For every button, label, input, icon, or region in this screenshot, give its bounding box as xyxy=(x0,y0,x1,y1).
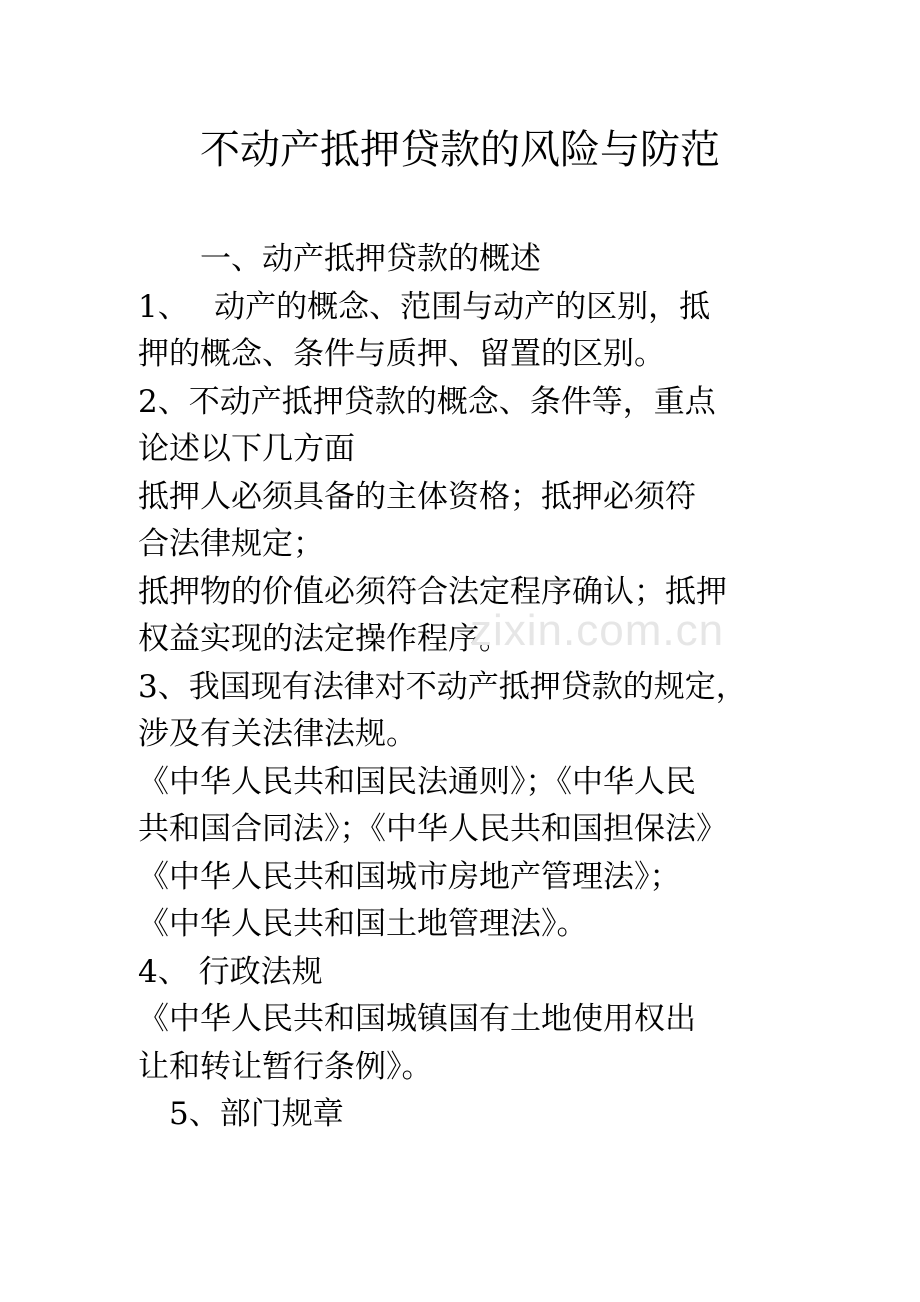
body-line: 《中华人民共和国土地管理法》。 xyxy=(138,906,588,942)
body-line: 3、我国现有法律对不动产抵押贷款的规定， xyxy=(138,668,747,705)
body-line: 《中华人民共和国城市房地产管理法》； xyxy=(138,858,681,895)
body-line: 让和转让暂行条例》。 xyxy=(138,1048,433,1085)
body-line: 抵押人必须具备的主体资格；抵押必须符 xyxy=(138,478,696,515)
document-title: 不动产抵押贷款的风险与防范 xyxy=(200,127,720,173)
body-line: 《中华人民共和国民法通则》；《中华人民 xyxy=(138,763,696,800)
body-line: 一、动产抵押贷款的概述 xyxy=(138,241,541,277)
document-body xyxy=(138,236,818,1139)
body-line: 共和国合同法》；《中华人民共和国担保法》 xyxy=(138,811,727,847)
body-line: 权益实现的法定操作程序。 xyxy=(138,621,510,657)
body-line: 1、 动产的概念、范围与动产的区别，抵 xyxy=(138,288,711,325)
body-line: 5、部门规章 xyxy=(138,1096,344,1132)
body-line: 论述以下几方面 xyxy=(138,431,355,467)
body-line: 抵押物的价值必须符合法定程序确认；抵押 xyxy=(138,573,727,610)
body-line: 《中华人民共和国城镇国有土地使用权出 xyxy=(138,1001,696,1037)
body-line: 合法律规定； xyxy=(138,526,324,562)
body-line: 2、不动产抵押贷款的概念、条件等，重点 xyxy=(138,383,716,420)
body-line: 涉及有关法律法规。 xyxy=(138,716,417,752)
body-line: 押的概念、条件与质押、留置的区别。 xyxy=(138,336,665,372)
body-line: 4、 行政法规 xyxy=(138,953,323,990)
watermark: zixin.com.cn xyxy=(470,606,725,655)
